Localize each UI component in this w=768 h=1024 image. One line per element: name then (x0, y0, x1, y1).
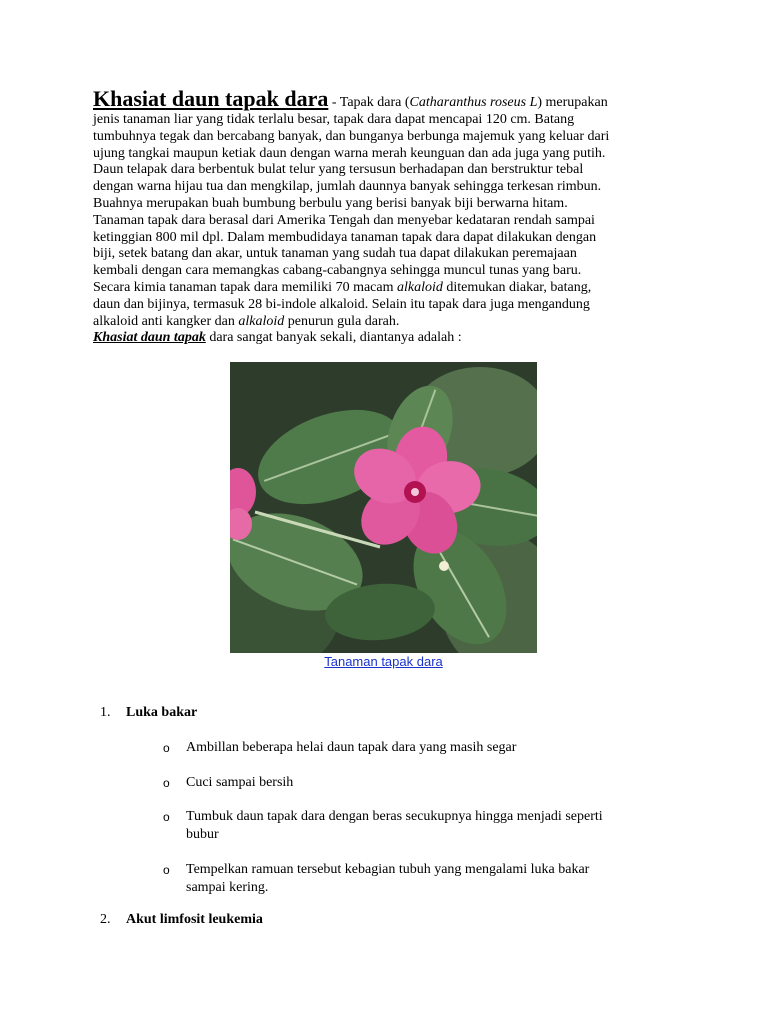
list-item-2: 2. Akut limfosit leukemia (100, 912, 263, 927)
article-first-line: Khasiat daun tapak dara - Tapak dara (Catharanthus roseus L) merupakan (93, 86, 608, 111)
article-line: Tanaman tapak dara berasal dari Amerika Tengah dan menyebar kedataran rendah sampai (93, 212, 595, 228)
article-line: tumbuhnya tegak dan bercabang banyak, dan bunganya berbunga majemuk yang keluar dari (93, 128, 610, 144)
article-line: jenis tanaman liar yang tidak terlalu besar, tapak dara dapat mencapai 120 cm. Batang (93, 112, 575, 127)
article-line: ketinggian 800 mil dpl. Dalam membudidaya tanaman tapak dara dapat dilakukan dengan (93, 229, 597, 245)
khasiat-link[interactable]: Khasiat daun tapak (93, 330, 206, 346)
plant-photo (230, 362, 537, 653)
intro-line: Khasiat daun tapak dara sangat banyak sekali, diantanya adalah : (93, 330, 462, 346)
article-line: Daun telapak dara berbentuk bulat telur yang tersusun berhadapan dan berstruktur tebal (93, 162, 584, 178)
article-line: alkaloid anti kangker dan alkaloid penurun gula darah. (93, 313, 400, 329)
article-line: Secara kimia tanaman tapak dara memiliki 70 macam alkaloid ditemukan diakar, batang, (93, 279, 592, 295)
list-item-1: 1. Luka bakar (100, 705, 198, 720)
list-item-label: Luka bakar (126, 705, 198, 720)
figure-caption[interactable]: Tanaman tapak dara (324, 654, 443, 669)
bullet-item: o Tumbuk daun tapak dara dengan beras secukupnya hingga menjadi seperti bubur (163, 809, 603, 842)
article-line: Buahnya merupakan buah bumbung berbulu yang berisi banyak biji berwarna hitam. (93, 195, 568, 211)
bullet-item: o Cuci sampai bersih (163, 775, 294, 790)
article-line: daun dan bijinya, termasuk 28 bi-indole alkaloid. Selain itu tapak dara juga mengandung (93, 296, 590, 312)
article-title: Khasiat daun tapak dara (93, 86, 329, 111)
article-line: kembali dengan cara memangkas cabang-cabangnya sehingga muncul tunas yang baru. (93, 263, 582, 279)
article-line: ujung tangkai maupun ketiak daun dengan warna merah keunguan dan ada juga yang putih. (93, 145, 606, 161)
article-line: biji, setek batang dan akar, untuk tanaman yang sudah tua dapat dilakukan peremajaan (93, 246, 577, 262)
article-line: dengan warna hijau tua dan mengkilap, jumlah daunnya banyak sehingga terkesan rimbun. (93, 179, 602, 195)
bullet-item: o Tempelkan ramuan tersebut kebagian tubuh yang mengalami luka bakar sampai kering. (163, 862, 590, 895)
list-item-label: Akut limfosit leukemia (126, 912, 263, 927)
periwinkle-flower-image (230, 362, 537, 653)
bullet-item: o Ambillan beberapa helai daun tapak dara yang masih segar (163, 740, 517, 755)
article-body (93, 86, 673, 347)
